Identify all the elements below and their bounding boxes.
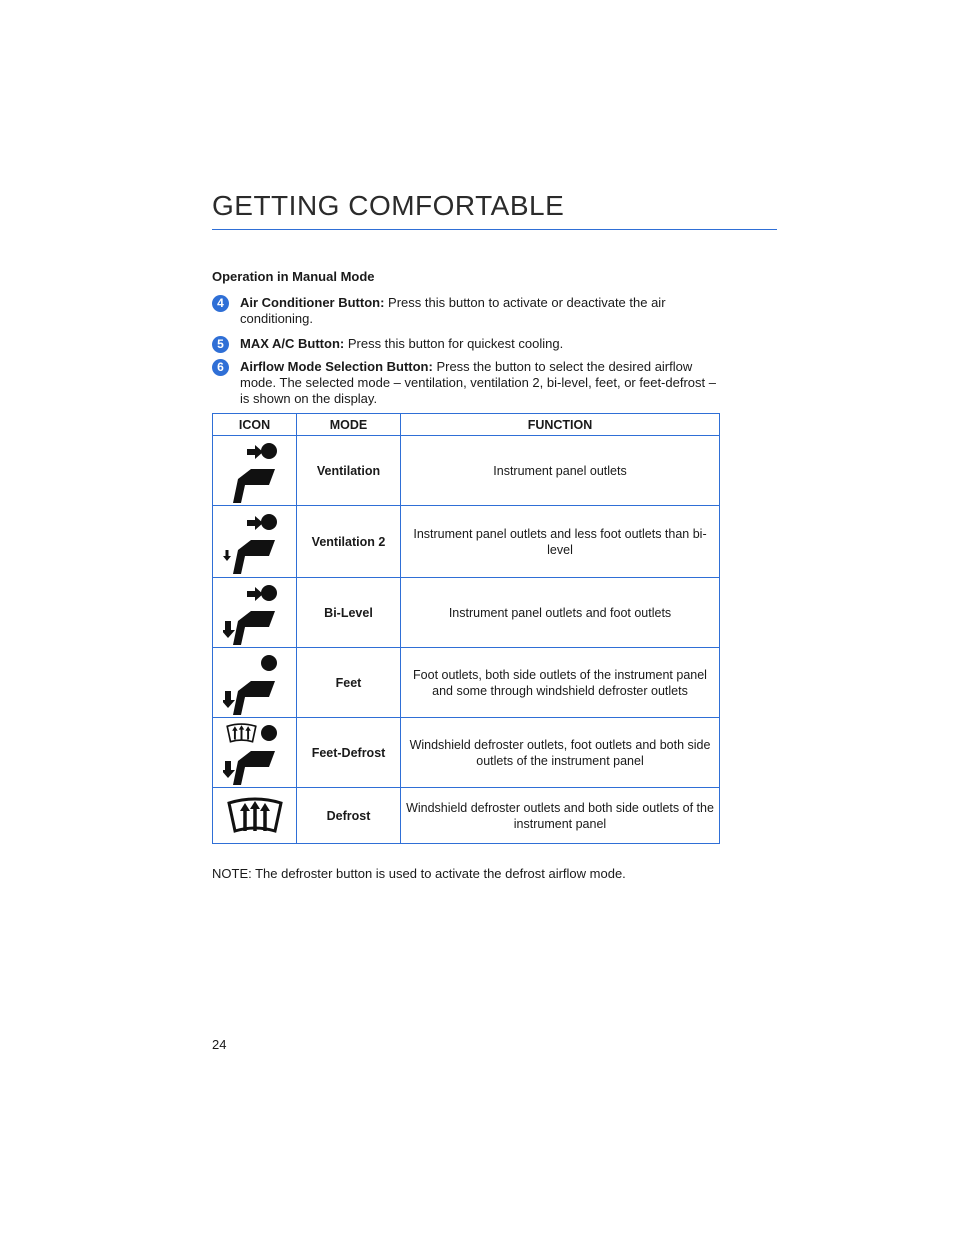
mode-cell: Feet-Defrost: [297, 718, 401, 788]
item-label: Airflow Mode Selection Button:: [240, 359, 433, 374]
column-header-mode: MODE: [297, 414, 401, 436]
table-row: [213, 788, 720, 844]
item-airflow-mode: [212, 359, 722, 407]
icon-cell: [213, 436, 297, 506]
table-row: [213, 506, 720, 578]
function-cell: Instrument panel outlets and less foot outlets than bi-level: [401, 506, 720, 578]
item-text: Press this button for quickest cooling.: [347, 336, 564, 351]
item-max-ac: [212, 336, 722, 352]
feet-defrost-icon: [223, 721, 287, 785]
mode-cell: Feet: [297, 648, 401, 718]
column-header-function: FUNCTION: [401, 414, 720, 436]
table-row: [213, 648, 720, 718]
icon-cell: [213, 718, 297, 788]
table-row: [213, 436, 720, 506]
item-number-badge: 4: [212, 295, 229, 312]
icon-cell: [213, 788, 297, 844]
table-row: [213, 718, 720, 788]
ventilation-icon: [223, 439, 287, 503]
note-text: NOTE: The defroster button is used to activate the defrost airflow mode.: [212, 866, 626, 881]
function-cell: Windshield defroster outlets, foot outlets and both side outlets of the instrument panel: [401, 718, 720, 788]
item-number-badge: 6: [212, 359, 229, 376]
function-cell: Instrument panel outlets: [401, 436, 720, 506]
item-label: Air Conditioner Button:: [240, 295, 385, 310]
mode-cell: Bi-Level: [297, 578, 401, 648]
page-number: 24: [212, 1037, 227, 1052]
icon-cell: [213, 648, 297, 718]
airflow-mode-table: [212, 413, 720, 844]
feet-icon: [223, 651, 287, 715]
item-number-badge: 5: [212, 336, 229, 353]
item-text: Press this button to activate or deactivate the air conditioning.: [240, 295, 666, 326]
page-header: GETTING COMFORTABLE: [212, 190, 565, 221]
mode-cell: Ventilation 2: [297, 506, 401, 578]
item-text: Press the button to select the desired airflow mode. The selected mode – ventilation, ventilation 2, bi-level, feet, or feet-defrost – is shown on the display.: [240, 359, 716, 406]
ventilation-2-icon: [223, 510, 287, 574]
icon-cell: [213, 578, 297, 648]
section-title: Operation in Manual Mode: [212, 269, 375, 284]
defrost-icon: [223, 793, 287, 839]
column-header-icon: ICON: [213, 414, 297, 436]
mode-cell: Ventilation: [297, 436, 401, 506]
function-cell: Instrument panel outlets and foot outlets: [401, 578, 720, 648]
table-row: [213, 578, 720, 648]
header-rule: [212, 229, 777, 230]
mode-cell: Defrost: [297, 788, 401, 844]
item-air-conditioner: [212, 295, 722, 327]
bi-level-icon: [223, 581, 287, 645]
function-cell: Foot outlets, both side outlets of the instrument panel and some through windshield defroster outlets: [401, 648, 720, 718]
function-cell: Windshield defroster outlets and both side outlets of the instrument panel: [401, 788, 720, 844]
table-header-row: [213, 414, 720, 436]
item-label: MAX A/C Button:: [240, 336, 345, 351]
icon-cell: [213, 506, 297, 578]
